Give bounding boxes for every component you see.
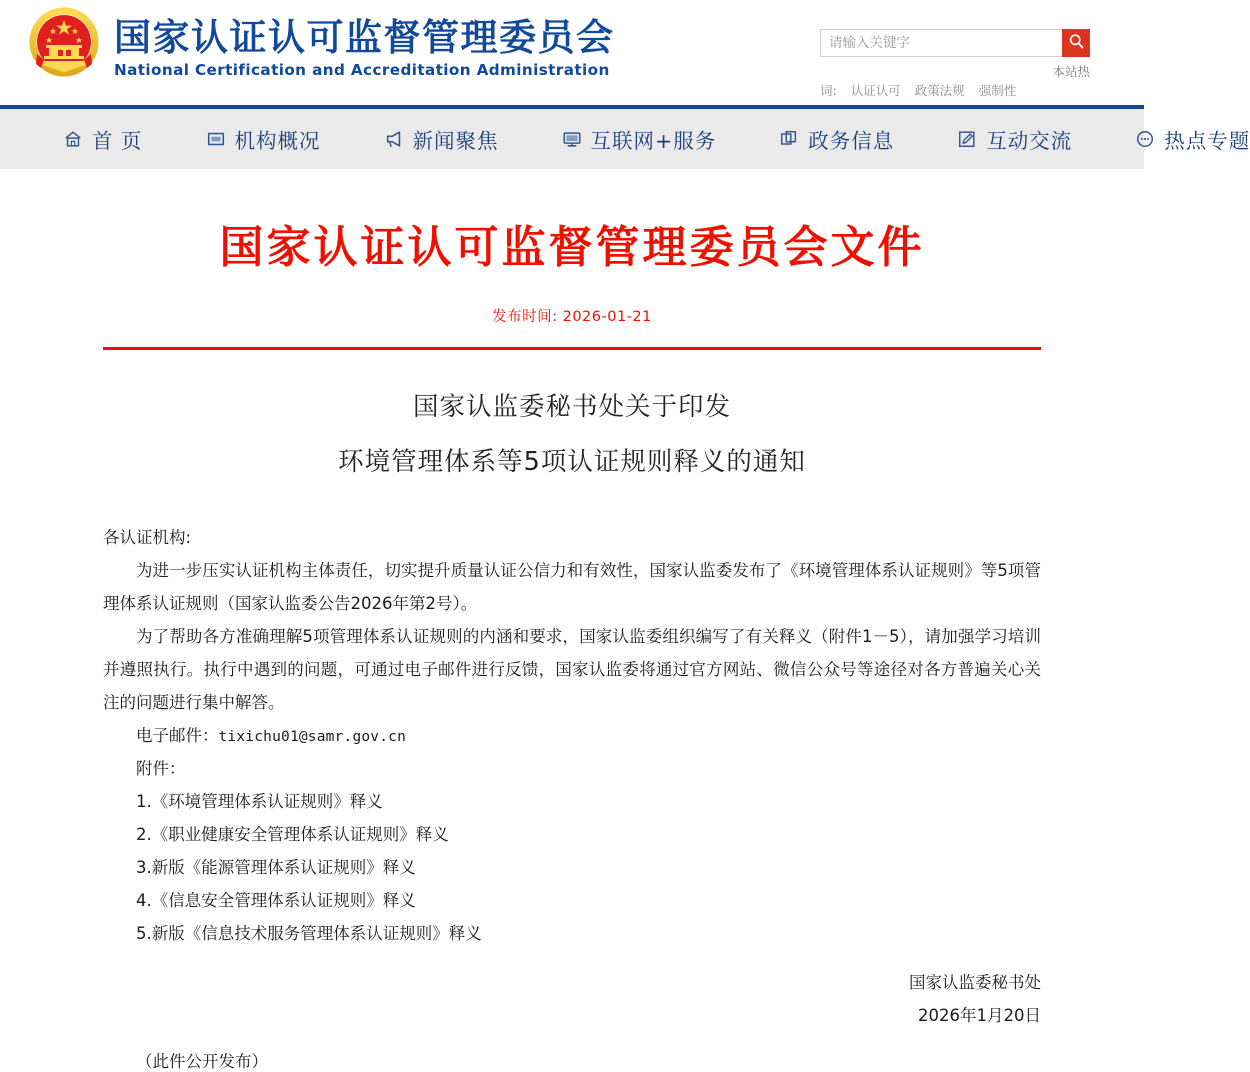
attachment-item[interactable]: 3.新版《能源管理体系认证规则》释义	[136, 857, 416, 877]
brand-title-cn: 国家认证认可监督管理委员会	[114, 15, 615, 59]
home-icon	[62, 128, 84, 150]
hot-keywords	[820, 62, 1090, 101]
documents-icon	[778, 128, 800, 150]
document-paragraph-1: 为进一步压实认证机构主体责任，切实提升质量认证公信力和有效性，国家认监委发布了《环境管理体系认证规则》等5项管理体系认证规则（国家认监委公告2026年第2号）。	[103, 560, 1041, 613]
main-navigation	[0, 105, 1250, 169]
nav-item-internet-service[interactable]	[561, 124, 717, 154]
nav-item-home[interactable]	[62, 124, 143, 154]
attachments-list	[103, 785, 1041, 950]
document-title-line-2: 环境管理体系等5项认证规则释义的通知	[338, 447, 806, 478]
email-label: 电子邮件：	[136, 725, 219, 745]
document-publish-time: 发布时间: 2026-01-21	[492, 308, 652, 325]
attachment-item[interactable]: 4.《信息安全管理体系认证规则》释义	[136, 890, 416, 910]
document-area	[0, 169, 1144, 1072]
signature-organization: 国家认监委秘书处	[909, 972, 1041, 992]
nav-label-home: 首 页	[92, 129, 143, 153]
nav-item-organization[interactable]	[205, 124, 321, 154]
search-input[interactable]	[820, 29, 1062, 57]
nav-item-hot-topics[interactable]	[1134, 124, 1250, 154]
document-masthead: 国家认证认可监督管理委员会文件	[219, 222, 925, 273]
hot-keywords-label-1: 本站热	[1052, 64, 1090, 79]
search-zone	[820, 29, 1090, 101]
signature-date: 2026年1月20日	[918, 1005, 1041, 1025]
document-paragraph-2: 为了帮助各方准确理解5项管理体系认证规则的内涵和要求，国家认监委组织编写了有关释义（附件1－5），请加强学习培训并遵照执行。执行中遇到的问题，可通过电子邮件进行反馈，国家认监委将通过官方网站、微信公众号等途径对各方普遍关心关注的问题进行集中解答。	[103, 626, 1041, 712]
document-footnote: （此件公开发布）	[136, 1051, 268, 1071]
nav-label-organization: 机构概况	[234, 129, 321, 153]
attachment-item[interactable]: 2.《职业健康安全管理体系认证规则》释义	[136, 824, 449, 844]
monitor-icon	[561, 128, 583, 150]
hot-keyword-link-1[interactable]: 认证认可	[850, 83, 901, 99]
chat-icon	[1134, 128, 1156, 150]
hot-keywords-line-2	[820, 81, 1090, 100]
site-brand[interactable]	[28, 6, 615, 86]
nav-label-interaction: 互动交流	[986, 129, 1073, 153]
nav-item-interaction[interactable]	[956, 124, 1072, 154]
attachment-item[interactable]: 5.新版《信息技术服务管理体系认证规则》释义	[136, 923, 482, 943]
email-value: tixichu01@samr.gov.cn	[218, 728, 407, 745]
nav-label-news: 新闻聚焦	[412, 129, 499, 153]
document-signature	[103, 966, 1041, 1032]
search-button[interactable]	[1062, 29, 1090, 57]
document-title	[103, 391, 1041, 478]
red-divider	[103, 347, 1041, 350]
search-icon	[1068, 33, 1085, 53]
nav-item-news[interactable]	[383, 124, 499, 154]
brand-title-en: National Certification and Accreditation Administration	[114, 61, 610, 80]
document-salutation: 各认证机构:	[103, 527, 192, 547]
nav-item-government-info[interactable]	[778, 124, 894, 154]
attachment-item[interactable]: 1.《环境管理体系认证规则》释义	[136, 791, 383, 811]
hot-keyword-link-3[interactable]: 强制性	[978, 83, 1017, 99]
attachments-label: 附件：	[136, 758, 186, 778]
nav-label-government-info: 政务信息	[808, 129, 895, 153]
building-icon	[205, 128, 227, 150]
megaphone-icon	[383, 128, 405, 150]
document-email-row	[136, 719, 1041, 752]
nav-label-hot-topics: 热点专题	[1164, 129, 1250, 153]
document-body	[103, 521, 1041, 950]
edit-icon	[956, 128, 978, 150]
site-header	[0, 0, 1144, 105]
search-row	[820, 29, 1090, 57]
national-emblem-icon	[28, 6, 100, 86]
brand-text	[114, 13, 615, 79]
hot-keyword-link-2[interactable]: 政策法规	[914, 83, 965, 99]
hot-keywords-label-2: 词:	[820, 83, 837, 99]
document-title-line-1: 国家认监委秘书处关于印发	[412, 391, 731, 422]
nav-label-internet-service: 互联网+服务	[590, 129, 717, 153]
